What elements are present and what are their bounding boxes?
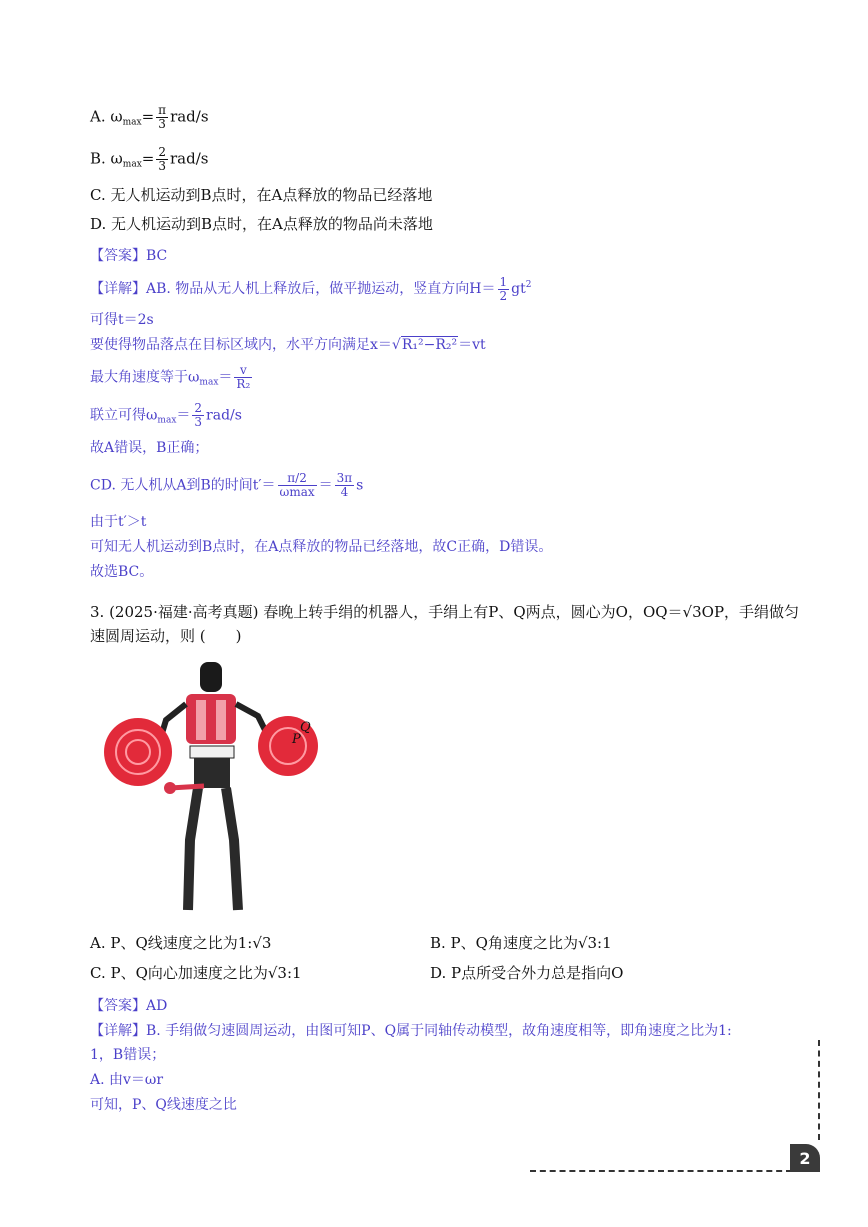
l3-pre: 要使得物品落点在目标区域内，水平方向满足x＝√ bbox=[90, 337, 401, 353]
answer1-line-10: 故选BC。 bbox=[90, 564, 154, 580]
l4-fraction bbox=[234, 364, 252, 391]
l5-pre: 联立可得ω bbox=[90, 407, 158, 424]
l5-den: 3 bbox=[194, 415, 203, 429]
answer3-line-3: A. 由v＝ωr bbox=[90, 1072, 164, 1088]
label-q: Q bbox=[300, 720, 311, 735]
option-a-fraction bbox=[156, 104, 168, 131]
l7-fraction-2 bbox=[335, 472, 355, 499]
detail-tail: gt bbox=[511, 281, 526, 297]
robot-illustration bbox=[100, 660, 320, 920]
l3-radicand: R₁²−R₂² bbox=[401, 337, 458, 353]
answer1-line-3 bbox=[90, 334, 486, 356]
option-b-num: 2 bbox=[158, 145, 166, 159]
l7-num: π/2 bbox=[278, 472, 317, 486]
l5-eq: ＝ bbox=[176, 407, 191, 424]
l7-den: ωmax bbox=[279, 485, 315, 499]
option-b-sub: max bbox=[122, 159, 142, 170]
answer1-line-2: 可得t＝2s bbox=[90, 312, 154, 328]
answer3-line-2: 1，B错误； bbox=[90, 1047, 166, 1063]
l5-sub: max bbox=[157, 415, 177, 426]
option-a bbox=[90, 104, 209, 134]
detail-fraction bbox=[498, 276, 510, 303]
detail-sup: 2 bbox=[525, 280, 532, 290]
option-d: D. 无人机运动到B点时，在A点释放的物品尚未落地 bbox=[90, 215, 433, 233]
l4-eq: ＝ bbox=[218, 369, 233, 386]
l7-unit: s bbox=[356, 477, 364, 494]
robot-figure bbox=[100, 660, 320, 920]
answer1-line-7 bbox=[90, 472, 363, 499]
option-a-eq: = bbox=[141, 107, 155, 126]
question3-title: 3. (2025·福建·高考真题) 春晚上转手绢的机器人，手绢上有P、Q两点，圆心为O，OQ＝√3OP，手绢做匀速圆周运动，则 ( ) bbox=[90, 603, 800, 645]
option-b-unit: rad/s bbox=[170, 149, 209, 168]
answer1-detail-1 bbox=[90, 274, 531, 303]
l7-eq: ＝ bbox=[318, 477, 333, 494]
option-a-unit: rad/s bbox=[170, 107, 209, 126]
option-c: C. 无人机运动到B点时，在A点释放的物品已经落地 bbox=[90, 186, 433, 204]
l5-fraction bbox=[192, 402, 204, 429]
option-a-den: 3 bbox=[158, 117, 166, 131]
l3-post: ＝vt bbox=[458, 337, 486, 353]
page-border-vertical bbox=[818, 1040, 820, 1140]
l5-unit: rad/s bbox=[206, 407, 242, 424]
option-a-prefix: A. ω bbox=[90, 107, 123, 126]
answer1-line-6: 故A错误，B正确； bbox=[90, 440, 209, 456]
l7-num2: 3π bbox=[336, 471, 353, 485]
answer1-line-5 bbox=[90, 402, 242, 432]
detail-num: 1 bbox=[499, 274, 508, 289]
option-b-fraction bbox=[156, 146, 168, 173]
option-b-prefix: B. ω bbox=[90, 149, 123, 168]
l5-num: 2 bbox=[194, 401, 203, 415]
q3-option-a: A. P、Q线速度之比为1:√3 bbox=[90, 934, 272, 952]
l7-fraction bbox=[278, 472, 317, 499]
answer1-line-4 bbox=[90, 364, 254, 394]
answer3-label: 【答案】AD bbox=[90, 998, 168, 1014]
q3-option-d: D. P点所受合外力总是指向O bbox=[430, 964, 624, 982]
option-b bbox=[90, 146, 208, 176]
answer1-line-9: 可知无人机运动到B点时，在A点释放的物品已经落地，故C正确，D错误。 bbox=[90, 539, 553, 555]
answer1-line-8: 由于t′＞t bbox=[90, 514, 147, 530]
page-border-horizontal bbox=[530, 1170, 792, 1172]
detail-den: 2 bbox=[499, 288, 508, 303]
label-p: P bbox=[292, 732, 301, 747]
l7-den2: 4 bbox=[340, 485, 349, 499]
q3-option-b: B. P、Q角速度之比为√3:1 bbox=[430, 934, 612, 952]
option-b-den: 3 bbox=[158, 159, 166, 173]
l4-den: R₂ bbox=[236, 377, 251, 391]
q3-option-c: C. P、Q向心加速度之比为√3:1 bbox=[90, 964, 302, 982]
detail-label: 【详解】AB. 物品从无人机上释放后，做平抛运动，竖直方向H＝ bbox=[90, 281, 496, 297]
option-b-eq: = bbox=[141, 149, 155, 168]
l4-num: v bbox=[234, 364, 252, 378]
option-a-num: π bbox=[158, 103, 167, 117]
page-number: 2 bbox=[790, 1144, 820, 1172]
l4-pre: 最大角速度等于ω bbox=[90, 369, 200, 386]
option-a-sub: max bbox=[122, 117, 142, 128]
l7-pre: CD. 无人机从A到B的时间t′＝ bbox=[90, 477, 276, 494]
answer1-label: 【答案】BC bbox=[90, 248, 168, 264]
answer3-line-4: 可知，P、Q线速度之比 bbox=[90, 1097, 237, 1113]
l4-sub: max bbox=[199, 377, 219, 388]
answer3-line-1: 【详解】B. 手绢做匀速圆周运动，由图可知P、Q属于同轴传动模型，故角速度相等，即角速度之比为1: bbox=[90, 1023, 732, 1039]
